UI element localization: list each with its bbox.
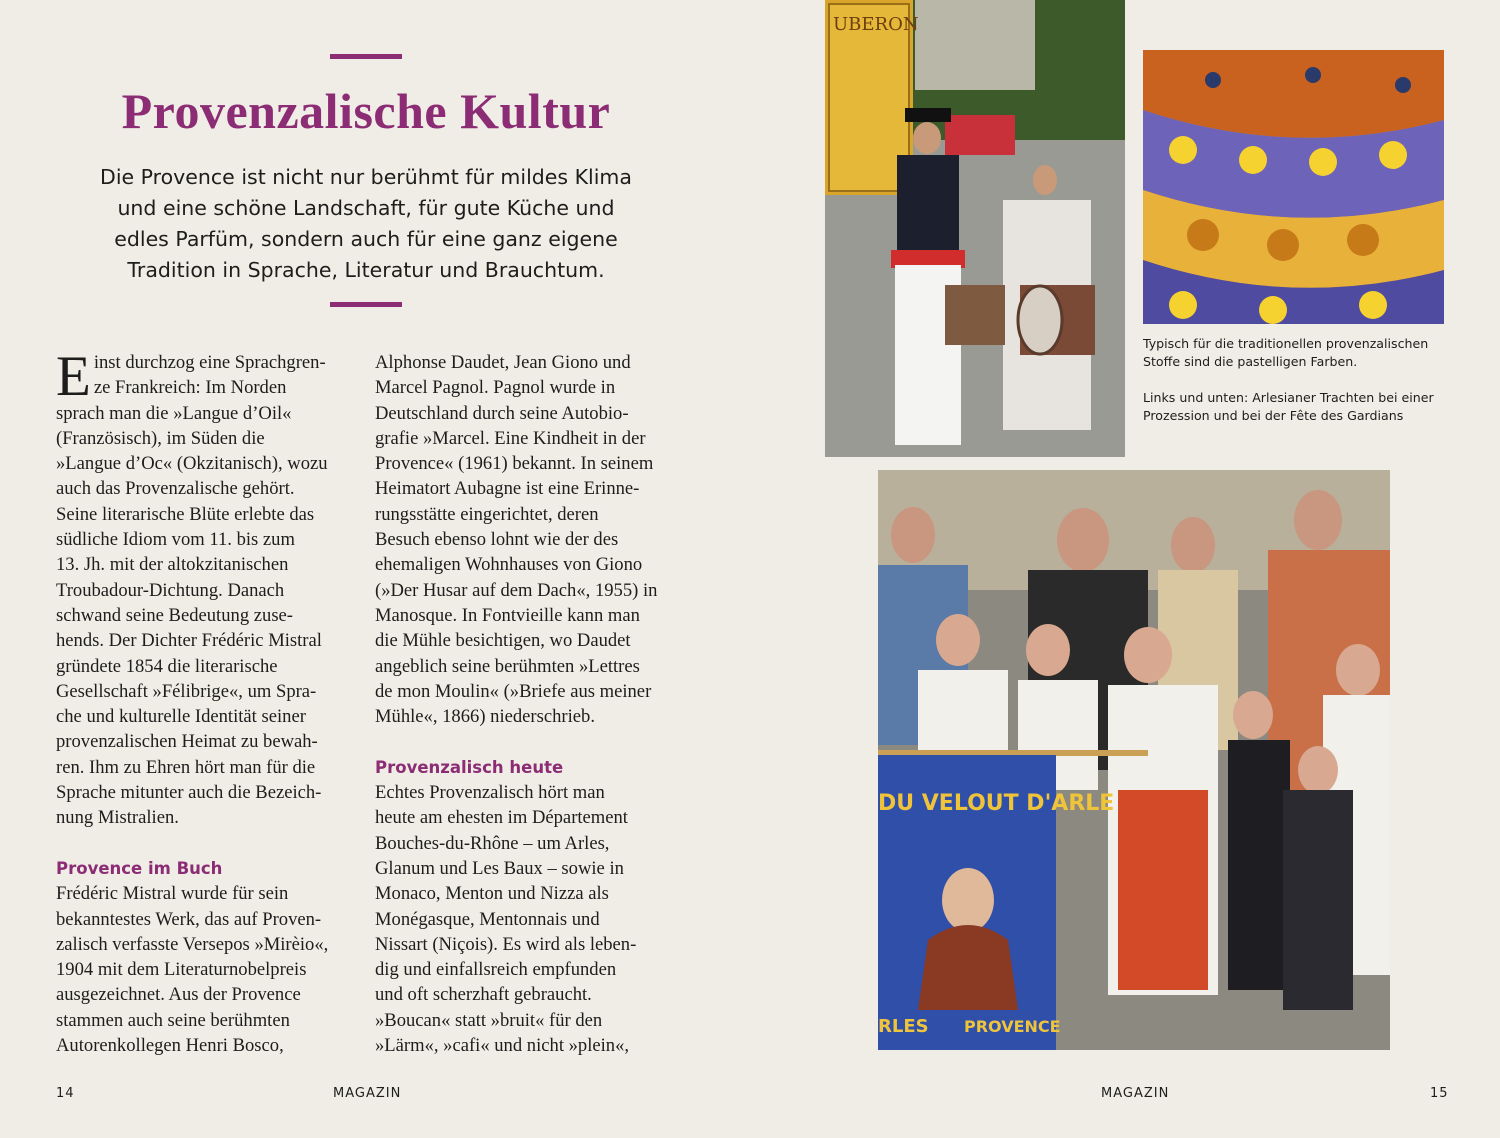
text-line: angeblich seine berühmten »Lettres [375,655,640,677]
text-line: hends. Der Dichter Frédéric Mistral [56,630,322,652]
paragraph-gap [375,729,685,754]
text-line: Manosque. In Fontvieille kann man [375,604,640,626]
lead-paragraph [60,162,672,286]
text-line: »Lärm«, »cafi« und nicht »plein«, [375,1035,630,1057]
text-line: die Mühle besichtigen, wo Daudet [375,630,631,652]
text-line: ze Frankreich: Im Norden [93,377,287,399]
text-line: »Boucan« statt »bruit« für den [375,1009,603,1031]
text-line: Troubadour-Dichtung. Danach [56,579,285,601]
text-line: stammen auch seine berühmten [56,1009,290,1031]
text-line: auch das Provenzalische gehört. [56,478,295,500]
banner-main-text: DU VELOUT D'ARLE [878,791,1115,816]
text-line: Besuch ebenso lohnt wie der des [375,529,619,551]
text-line: ren. Ihm zu Ehren hört man für die [56,756,316,778]
photo-arlesian-costumes [878,470,1390,1050]
lead-line: Die Provence ist nicht nur berühmt für mildes Klima [100,165,632,189]
caption-line: Stoffe sind die pastelligen Farben. [1143,354,1358,369]
text-line: und oft scherzhaft gebraucht. [375,984,592,1006]
text-line: Gesellschaft »Félibrige«, um Spra- [56,680,317,702]
subheading-provence-im-buch: Provence im Buch [56,858,223,878]
text-line: südliche Idiom vom 11. bis zum [56,529,295,551]
text-line: heute am ehesten im Département [375,807,628,829]
photo-fabrics [1143,50,1444,324]
text-line: 1904 mit dem Literaturnobelpreis [56,959,307,981]
text-line: sprach man die »Langue d’Oil« [56,402,292,424]
text-line: rungsstätte eingerichtet, deren [375,503,599,525]
text-line: provenzalischen Heimat zu bewah- [56,731,318,753]
photo-caption [1143,335,1463,425]
text-line: Deutschland durch seine Autobio- [375,402,629,424]
text-line: schwand seine Bedeutung zuse- [56,604,293,626]
drop-cap: E [56,345,91,408]
text-line: Heimatort Aubagne ist eine Erinne- [375,478,640,500]
text-line: gründete 1854 die literarische [56,655,278,677]
text-line: de mon Moulin« (»Briefe aus meiner [375,680,652,702]
text-line: Seine literarische Blüte erlebte das [56,503,315,525]
text-line: Nissart (Niçois). Es wird als leben- [375,933,637,955]
section-label-right: MAGAZIN [1101,1086,1170,1101]
text-line: Glanum und Les Baux – sowie in [375,857,624,879]
text-line: Autorenkollegen Henri Bosco, [56,1035,284,1057]
section-label-left: MAGAZIN [333,1086,402,1101]
banner-bottom-left-text: RLES [878,1016,929,1037]
lead-line: Tradition in Sprache, Literatur und Brauchtum. [127,258,605,282]
text-line: Provence« (1961) bekannt. In seinem [375,453,654,475]
text-line: nung Mistralien. [56,807,179,829]
text-line: (Französisch), im Süden die [56,427,265,449]
text-line: bekanntestes Werk, das auf Proven- [56,908,322,930]
subheading-provenzalisch-heute: Provenzalisch heute [375,757,564,777]
text-line: Monégasque, Mentonnais und [375,908,600,930]
text-line: (»Der Husar auf dem Dach«, 1955) in [375,579,658,601]
page-title: Provenzalische Kultur [121,83,611,139]
text-column-left [56,345,356,1058]
lead-line: und eine schöne Landschaft, für gute Küche und [117,196,615,220]
caption-line: Prozession und bei der Fête des Gardians [1143,408,1404,423]
text-line: dig und einfallsreich empfunden [375,959,617,981]
text-line: inst durchzog eine Sprachgren- [93,352,326,373]
paragraph-gap [56,831,356,856]
text-line: che und kulturelle Identität seiner [56,706,306,728]
banner-top-text: UBERON [833,14,919,35]
text-line: zalisch verfasste Versepos »Mirèio«, [56,933,329,955]
page-number-left: 14 [56,1086,75,1101]
text-line: Marcel Pagnol. Pagnol wurde in [375,377,616,399]
banner-bottom-right-text: PROVENCE [964,1017,1061,1036]
text-line: »Langue d’Oc« (Okzitanisch), wozu [56,453,328,475]
text-line: ausgezeichnet. Aus der Provence [56,984,301,1006]
text-line: Mühle«, 1866) niederschrieb. [375,706,595,728]
text-line: Echtes Provenzalisch hört man [375,782,605,804]
text-line: grafie »Marcel. Eine Kindheit in der [375,427,646,449]
caption-line: Typisch für die traditionellen provenzalischen [1143,336,1429,351]
text-line: Frédéric Mistral wurde für sein [56,883,289,905]
lead-line: edles Parfüm, sondern auch für eine ganz eigene [114,227,618,251]
caption-line: Links und unten: Arlesianer Trachten bei einer [1143,390,1434,405]
text-line: Sprache mitunter auch die Bezeich- [56,782,322,804]
text-column-right [375,350,685,1058]
title-rule-bottom [330,302,402,307]
title-rule-top [330,54,402,59]
text-line: 13. Jh. mit der altokzitanischen [56,554,289,576]
text-line: ehemaligen Wohnhauses von Giono [375,554,643,576]
photo-procession [825,0,1125,457]
text-line: Bouches-du-Rhône – um Arles, [375,832,610,854]
page-number-right: 15 [1430,1086,1449,1101]
text-line: Monaco, Menton und Nizza als [375,883,609,905]
text-line: Alphonse Daudet, Jean Giono und [375,352,631,373]
